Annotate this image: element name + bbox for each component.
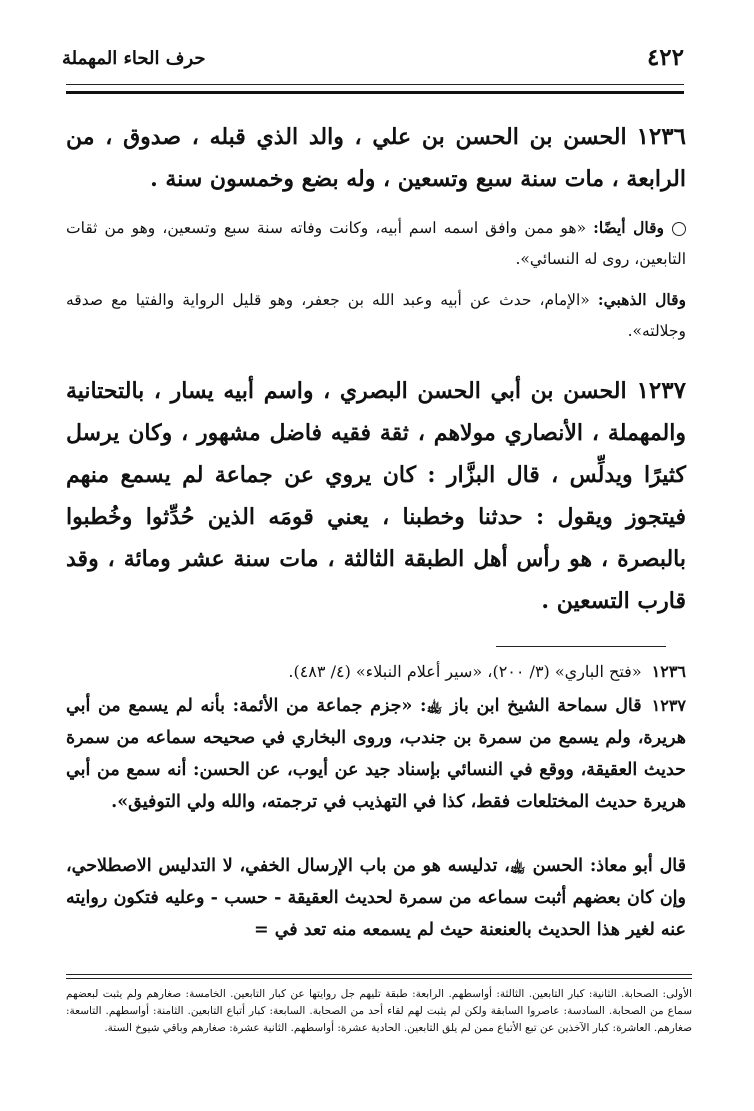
page-number: ٤٢٢ — [646, 44, 684, 71]
footnote-1236 — [66, 656, 686, 687]
entry-number: ١٢٣٧ — [636, 377, 686, 404]
note-label: وقال الذهبي: — [597, 290, 686, 309]
legend-rule-2 — [66, 978, 692, 979]
legend-rule — [66, 974, 692, 975]
footnote-number: ١٢٣٧ — [651, 696, 686, 715]
note-ayda — [66, 212, 686, 275]
note-text: «الإمام، حدث عن أبيه وعبد الله بن جعفر، وهو قليل الرواية والفتيا مع صدقه وجلالته». — [66, 291, 686, 340]
entry-text: الحسن بن أبي الحسن البصري ، واسم أبيه يسار ، بالتحتانية والمهملة ، الأنصاري مولاهم ، ثقة فقيه فاضل مشهور ، وكان يرسل كثيرًا ويدلِّس ، قال البزَّار : كان يروي عن جماعة لم يسمع منهم فيتجوز ويقول : حدثنا وخطبنا ، يعني قومَه الذين حُدِّثوا وخُطبوا بالبصرة ، هو رأس أهل الطبقة الثالثة ، مات سنة عشر ومائة ، وقد قارب التسعين . — [66, 378, 686, 614]
note-text: «هو ممن وافق اسمه اسم أبيه، وكانت وفاته سنة سبع وتسعين، وهو من ثقات التابعين، روى له النسائي». — [66, 219, 686, 268]
footnote-abu-muadh — [66, 850, 686, 946]
note-dhahabi — [66, 284, 686, 347]
footnote-text: قال سماحة الشيخ ابن باز ﵀: «جزم جماعة من الأئمة: بأنه لم يسمع من أبي هريرة، ولم يسمع من سمرة بن جندب، وروى البخاري في صحيحه سماعه من سمرة حديث العقيقة، ووقع في النسائي بإسناد جيد عن أيوب، عن الحسن: أنه سمع من أبي هريرة حديث المختلعات فقط، كذا في التهذيب في ترجمته، والله ولي التوفيق». — [66, 696, 686, 812]
entry-1237 — [66, 370, 686, 622]
tabaqat-legend: الأولى: الصحابة. الثانية: كبار التابعين. الثالثة: أواسطهم. الرابعة: طبقة تليهم جل روايتها عن كبار التابعين. الخامسة: صغارهم ولم يثبت لبعضهم سماع من الصحابة. السادسة: عاصروا السابقة ولكن لم يثبت لهم لقاء أحد من الصحابة. السابعة: كبار أتباع التابعين. الثامنة: أواسطهم. التاسعة: صغارهم. العاشرة: كبار الآخذين عن تبع الأتباع ممن لم يلق التابعين. الحادية عشرة: أواسطهم. الثانية عشرة: صغارهم وباقي شيوخ الستة. — [66, 988, 692, 1034]
note-label: وقال أيضًا: — [593, 218, 664, 237]
header-rule-thick — [66, 91, 684, 94]
circle-bullet-icon — [672, 222, 686, 236]
footnote-text: «فتح الباري» (٣/ ٢٠٠)، «سير أعلام النبلاء» (٤/ ٤٨٣). — [288, 662, 642, 681]
footnote-number: ١٢٣٦ — [651, 662, 686, 681]
running-header: حرف الحاء المهملة — [62, 48, 206, 69]
footnote-1237 — [66, 690, 686, 818]
entry-number: ١٢٣٦ — [636, 123, 686, 150]
footnote-text: قال أبو معاذ: الحسن ﵀، تدليسه هو من باب الإرسال الخفي، لا التدليس الاصطلاحي، وإن كان بعضهم أثبت سماعه من سمرة لحديث العقيقة - حسب - وعليه فتكون روايته عنه لغير هذا الحديث بالعنعنة حيث لم يسمعه منه تعد في = — [66, 856, 686, 940]
entry-1236 — [66, 116, 686, 200]
entry-text: الحسن بن الحسن بن علي ، والد الذي قبله ، صدوق ، من الرابعة ، مات سنة سبع وتسعين ، وله بضع وخمسون سنة . — [66, 124, 686, 192]
footnote-separator — [496, 646, 666, 647]
header-rule-thin — [66, 84, 684, 85]
